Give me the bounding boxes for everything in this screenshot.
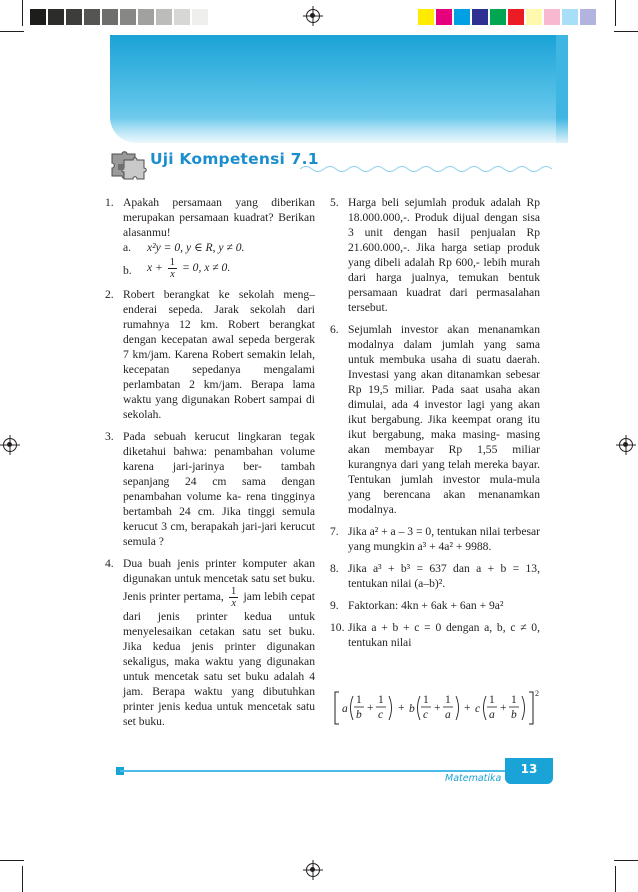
question-1-option-b: b. x + $\frac{1}{x}$ = 0, x ≠ 0. <box>123 257 231 280</box>
question-3: 3. Pada sebuah kerucut lingkaran tegak diketahui bahwa: penambahan volume karena jari-jarinya ber- tambah sepanjang 24 cm sama dengan penambahan volume ka- rena tingginya bertambah 24 cm. Jika tinggi semula kerucut 3 cm, berapakah jari-jari kerucut semula ? <box>105 430 315 548</box>
color-swatch <box>120 9 136 25</box>
page-number: 13 <box>505 758 553 784</box>
question-2: 2. Robert berangkat ke sekolah meng– enderai sepeda. Jarak sekolah dari rumahnya 12 km. Robert berangkat dengan kecepatan awal sepeda bergerak 7 km/jam. Karena Robert semakin lelah, kecepatan sepedanya mengalami perlambatan 2 km/jam. Berapa lama waktu yang digunakan Robert sampai di sekolah. <box>105 288 315 421</box>
color-swatch <box>30 9 46 25</box>
svg-text:1: 1 <box>489 694 495 706</box>
question-7: 7. Jika a² + a – 3 = 0, tentukan nilai terbesar yang mungkin a³ + 4a² + 9988. <box>330 525 541 553</box>
right-column <box>330 195 540 657</box>
color-swatch <box>138 9 154 25</box>
color-swatch <box>174 9 190 25</box>
question-text: Jika a + b + c = 0 dengan a, b, c ≠ 0, tentukan nilai <box>348 621 540 649</box>
question-text: Robert berangkat ke sekolah meng– enderai sepeda. Jarak sekolah dari rumahnya 12 km. Robert berangkat dengan kecepatan awal sepeda bergerak 7 km/jam. Karena Robert semakin lelah, kecepatan sepedanya mengalami perlambatan 2 km/jam. Berapa lama waktu yang digunakan Robert sampai di sekolah. <box>123 288 315 421</box>
color-swatch <box>454 9 470 25</box>
color-swatch <box>102 9 118 25</box>
color-swatch <box>192 9 208 25</box>
svg-text:+: + <box>398 702 405 714</box>
registration-mark-icon <box>619 438 633 452</box>
footer-line <box>120 770 505 772</box>
question-text: Jika a² + a – 3 = 0, tentukan nilai terbesar yang mungkin a³ + 4a² + 9988. <box>348 525 541 553</box>
svg-text:b: b <box>511 709 517 721</box>
svg-text:1: 1 <box>423 694 429 706</box>
svg-text:+: + <box>464 702 471 714</box>
question-4: 4. Dua buah jenis printer komputer akan digunakan untuk mencetak satu set buku. Jenis printer pertama, $\frac{1}{x}$ jam lebih cepat dari jenis printer kedua untuk menyelesaikan cetakan satu set buku. Jika kedua jenis printer digunakan sekaligus, maka waktu yang digunakan untuk mencetak satu set buku adalah 4 jam. Berapa waktu yang dibutuhkan printer jenis kedua untuk mencetak satu set buku. <box>105 557 315 728</box>
puzzle-pieces-icon <box>108 148 148 182</box>
color-swatch <box>418 9 434 25</box>
svg-text:c: c <box>378 709 384 721</box>
svg-text:a: a <box>445 709 451 721</box>
question-6: 6. Sejumlah investor akan menanamkan modalnya dalam jumlah yang sama untuk membuka usaha di suatu daerah. Investasi yang akan ditanamkan sebesar Rp 19,5 miliar. Pada saat usaha akan dimulai, ada 4 investor lagi yang akan ikut bergabung. Jika keempat orang itu ikut bergabung, maka masing- masing akan membayar Rp 1,55 miliar kurangnya dari yang telah mereka bayar. Tentukan jumlah investor mula-mula yang berencana akan menanamkan modalnya. <box>330 323 540 516</box>
color-swatch <box>156 9 172 25</box>
svg-text:1: 1 <box>378 694 384 706</box>
footer-subject: Matematika <box>445 773 502 784</box>
svg-text:c: c <box>423 709 429 721</box>
svg-text:1: 1 <box>356 694 362 706</box>
registration-mark-icon <box>3 438 17 452</box>
question-9: 9. Faktorkan: 4kn + 6ak + 6an + 9a² <box>330 599 504 612</box>
registration-mark-icon <box>306 863 320 877</box>
registration-mark-icon <box>306 9 320 23</box>
fraction: $\frac{1}{x}$ <box>231 586 237 609</box>
fraction: $\frac{1}{x}$ <box>169 257 176 280</box>
svg-text:b: b <box>409 703 415 715</box>
heading-wave-line <box>300 164 552 174</box>
color-swatch <box>66 9 82 25</box>
svg-text:+: + <box>367 702 374 714</box>
question-5: 5. Harga beli sejumlah produk adalah Rp 18.000.000,-. Produk dijual dengan sisa 3 unit dengan hasil penjualan Rp 21.600.000,-. Jika harga setiap produk yang dibeli adalah Rp 600,- lebih murah dari harga jualnya, temukan bentuk persamaan kuadrat dari permasalahan tersebut. <box>330 196 540 314</box>
question-text: jam lebih cepat dari jenis printer kedua untuk menyelesaikan cetakan satu set buku. Jika kedua jenis printer digunakan sekaligus, maka waktu yang digunakan untuk mencetak satu set buku adalah 4 jam. Berapa waktu yang dibutuhkan printer jenis kedua untuk mencetak satu set buku. <box>123 590 315 728</box>
color-swatch <box>544 9 560 25</box>
question-text: Jika a³ + b³ = 637 dan a + b = 13, tentukan nilai (a–b)². <box>348 562 540 590</box>
question-text: Sejumlah investor akan menanamkan modalnya dalam jumlah yang sama untuk membuka usaha di suatu daerah. Investasi yang akan ditanamkan sebesar Rp 19,5 miliar. Pada saat usaha akan dimulai, ada 4 investor lagi yang akan ikut bergabung. Jika keempat orang itu ikut bergabung, maka masing- masing akan membayar Rp 1,55 miliar kurangnya dari yang telah mereka bayar. Tentukan jumlah investor mula-mula yang berencana akan menanamkan modalnya. <box>348 323 540 516</box>
header-banner-fade <box>110 118 580 148</box>
color-swatch <box>490 9 506 25</box>
color-swatch <box>508 9 524 25</box>
color-swatch <box>48 9 64 25</box>
question-10: 10. Jika a + b + c = 0 dengan a, b, c ≠ 0, tentukan nilai <box>330 621 540 649</box>
question-text: Dua buah jenis printer komputer akan digunakan untuk mencetak satu set buku. Jenis printer pertama, <box>123 557 315 604</box>
left-column <box>105 195 315 736</box>
color-swatch <box>472 9 488 25</box>
color-swatch <box>562 9 578 25</box>
color-swatch <box>436 9 452 25</box>
svg-text:b: b <box>356 709 362 721</box>
svg-text:a: a <box>489 709 495 721</box>
color-swatch <box>84 9 100 25</box>
svg-text:a: a <box>342 703 348 715</box>
svg-text:1: 1 <box>445 694 451 706</box>
question-text: Apakah persamaan yang diberikan merupakan persamaan kuadrat? Berikan alasanmu! <box>123 196 315 239</box>
svg-text:c: c <box>475 703 481 715</box>
svg-text:+: + <box>500 702 507 714</box>
question-10-formula <box>333 688 543 728</box>
question-text: Pada sebuah kerucut lingkaran tegak diketahui bahwa: penambahan volume karena jari-jarinya ber- tambah sepanjang 24 cm sama dengan penambahan volume ka- rena tingginya bertambah 24 cm. Jika tinggi semula kerucut 3 cm, berapakah jari-jari kerucut semula ? <box>123 430 315 548</box>
svg-text:+: + <box>434 702 441 714</box>
color-swatch <box>580 9 596 25</box>
question-8: 8. Jika a³ + b³ = 637 dan a + b = 13, tentukan nilai (a–b)². <box>330 562 540 590</box>
question-1-option-a: a. x²y = 0, y ∈ R, y ≠ 0. <box>123 241 245 254</box>
section-title: Uji Kompetensi 7.1 <box>150 150 319 168</box>
color-swatch <box>526 9 542 25</box>
question-1: 1. Apakah persamaan yang diberikan merupakan persamaan kuadrat? Berikan alasanmu! a. x²y = 0, y ∈ R, y ≠ 0. b. x + $\frac{1}{x}$ = 0, x ≠ 0. <box>105 196 315 280</box>
formula-exponent: 2 <box>535 689 539 698</box>
question-text: Harga beli sejumlah produk adalah Rp 18.000.000,-. Produk dijual dengan sisa 3 unit dengan hasil penjualan Rp 21.600.000,-. Jika harga setiap produk yang dibeli adalah Rp 600,- lebih murah dari harga jualnya, temukan bentuk persamaan kuadrat dari permasalahan tersebut. <box>348 196 540 314</box>
svg-text:1: 1 <box>511 694 517 706</box>
question-text: Faktorkan: 4kn + 6ak + 6an + 9a² <box>348 599 504 612</box>
